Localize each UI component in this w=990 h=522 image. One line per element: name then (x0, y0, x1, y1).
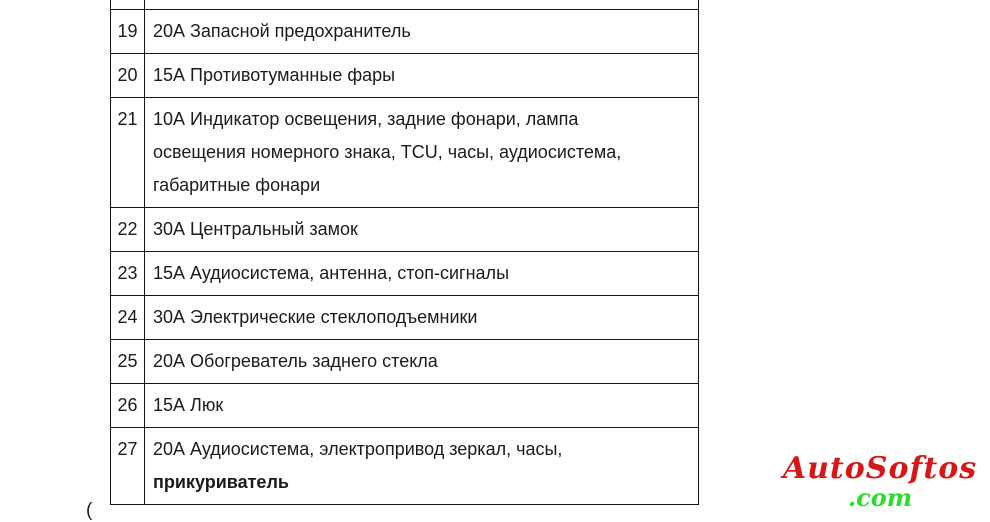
fuse-number-cell: 19 (111, 10, 145, 53)
fuse-table (110, 0, 699, 505)
watermark-brand-text: AutoSoftos (782, 451, 978, 486)
fuse-desc-cell (145, 98, 698, 207)
fuse-desc-bold-segment: прикуриватель (153, 472, 289, 492)
table-row (111, 296, 698, 340)
table-row (111, 54, 698, 98)
fuse-desc-segment: габаритные фонари (153, 175, 321, 195)
fuse-number-cell: 27 (111, 428, 145, 504)
fuse-desc-segment: 20А Обогреватель заднего стекла (153, 351, 438, 371)
fuse-desc-segment: 15А Аудиосистема, антенна, стоп-сигналы (153, 263, 510, 283)
fuse-desc-cell (145, 296, 698, 339)
fuse-desc-segment: 15А Противотуманные фары (153, 65, 396, 85)
table-row (111, 384, 698, 428)
fuse-desc-cell (145, 252, 698, 295)
fuse-desc-cell (145, 340, 698, 383)
table-row (111, 340, 698, 384)
fuse-desc-cell (145, 54, 698, 97)
table-row (111, 10, 698, 54)
fuse-number-cell: 22 (111, 208, 145, 251)
fuse-number-cell: 25 (111, 340, 145, 383)
fuse-desc-segment: 15А Люк (153, 395, 224, 415)
watermark-tld-text: .com (847, 483, 913, 512)
fuse-desc-cell (145, 428, 698, 504)
fuse-desc-segment: освещения номерного знака, TCU, часы, аудиосистема, (153, 142, 622, 162)
table-row (111, 252, 698, 296)
fuse-desc-segment: 20А Аудиосистема, электропривод зеркал, часы, (153, 439, 563, 459)
fuse-desc-cell (145, 0, 698, 10)
table-row-partial (111, 0, 698, 10)
watermark-autosoftos (782, 452, 978, 510)
table-row (111, 98, 698, 208)
fuse-desc-cell (145, 208, 698, 251)
fuse-desc-segment: 30А Центральный замок (153, 219, 358, 239)
fuse-desc-cell (145, 384, 698, 427)
fuse-number-cell: 21 (111, 98, 145, 207)
table-row (111, 208, 698, 252)
table-row (111, 428, 698, 505)
fuse-number-cell: 26 (111, 384, 145, 427)
fuse-desc-segment: 20А Запасной предохранитель (153, 21, 411, 41)
fuse-desc-segment: 30А Электрические стеклоподъемники (153, 307, 478, 327)
fuse-number-cell: 20 (111, 54, 145, 97)
fuse-desc-segment: 10А Индикатор освещения, задние фонари, лампа (153, 109, 579, 129)
fuse-number-cell: 24 (111, 296, 145, 339)
stray-paren-text: ( (86, 500, 93, 521)
fuse-desc-cell (145, 10, 698, 53)
fuse-number-cell: 23 (111, 252, 145, 295)
fuse-number-cell (111, 0, 145, 10)
